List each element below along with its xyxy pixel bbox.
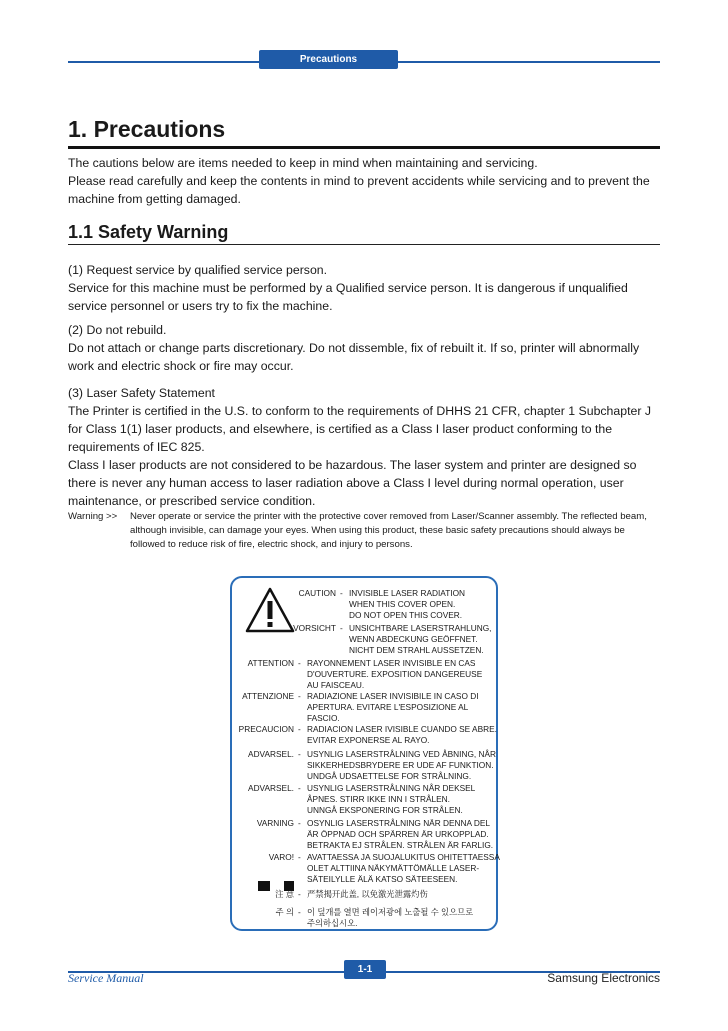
label-entry-line: RADIACION LASER IVISIBLE CUANDO SE ABRE.	[307, 724, 497, 734]
warning-text: Never operate or service the printer with the protective cover removed from Laser/Scanner assembly. The reflected beam, although invisible, can damage your eyes. When using this product, these basic safety precautions should always be followed to reduce risk of fire, electric shock, and injury to persons.	[130, 511, 647, 550]
label-entry	[298, 588, 466, 621]
chinese-symbol-icon	[257, 880, 271, 892]
label-entry-key: ADVARSEL.	[248, 749, 294, 759]
label-entry-line: WENN ABDECKUNG GEÖFFNET.	[349, 634, 478, 644]
label-entry-key: CAUTION	[298, 588, 336, 598]
footer-company: Samsung Electronics	[547, 971, 660, 985]
section-title: (3) Laser Safety Statement	[68, 386, 215, 400]
intro-line: Please read carefully and keep the contents in mind to prevent accidents while servicing and to prevent the machine from getting damaged.	[68, 174, 650, 206]
label-entry-dash: -	[298, 907, 301, 917]
label-entry-line: 주의하십시오.	[307, 918, 358, 928]
section-body: Class I laser products are not considered to be hazardous. The laser system and printer are designed so there is never any human access to laser radiation above a Class I level during normal operation, user maintenance, or prescribed service condition.	[68, 458, 637, 508]
label-entry-line: UNNGÅ EKSPONERING FOR STRÅLEN.	[307, 805, 463, 815]
section-heading: 1.1 Safety Warning	[68, 222, 229, 242]
label-entry-line: RADIAZIONE LASER INVISIBILE IN CASO DI	[307, 691, 479, 701]
warning-label: Warning >>	[68, 511, 118, 522]
label-entry-line: BETRAKTA EJ STRÅLEN. STRÅLEN ÄR FARLIG.	[307, 840, 494, 850]
label-entry-line: USYNLIG LASERSTRÅLNING VED ÅBNING, NÅR	[307, 749, 497, 759]
label-entry-key: 주 의	[275, 907, 294, 917]
label-entry-key: ATTENTION	[247, 658, 294, 668]
label-entry-line: 이 덮개를 열면 레이저광에 노출될 수 있으므로	[307, 907, 474, 917]
page-number: 1-1	[344, 960, 386, 979]
label-entry-line: APERTURA. EVITARE L'ESPOSIZIONE AL	[307, 702, 469, 712]
label-entry-dash: -	[298, 691, 301, 701]
section-3	[68, 384, 662, 510]
label-entry-line: UNSICHTBARE LASERSTRAHLUNG,	[349, 623, 492, 633]
label-entry-line: ÄR ÖPPNAD OCH SPÄRREN ÄR URKOPPLAD.	[307, 829, 489, 839]
label-entry	[248, 749, 497, 782]
label-entry-line: SÄTEILYLLE ÄLÄ KATSO SÄTEESEEN.	[307, 874, 458, 884]
label-entry-dash: -	[298, 852, 301, 862]
label-entry-dash: -	[298, 889, 301, 899]
footer-manual-title: Service Manual	[68, 971, 144, 985]
warning-triangle-icon	[244, 586, 296, 634]
label-entry-key: PRECAUCION	[238, 724, 294, 734]
title-rule	[68, 146, 660, 149]
label-entry	[238, 724, 497, 746]
label-entry-line: D'OUVERTURE. EXPOSITION DANGEREUSE	[307, 669, 483, 679]
label-entry-line: INVISIBLE LASER RADIATION	[349, 588, 466, 598]
label-entry-dash: -	[298, 724, 301, 734]
label-entry-key: VARNING	[256, 818, 294, 828]
label-entry-key: ATTENZIONE	[242, 691, 294, 701]
label-entry-line: DO NOT OPEN THIS COVER.	[349, 610, 463, 620]
label-entry-line: OSYNLIG LASERSTRÅLNING NÄR DENNA DEL	[307, 818, 491, 828]
laser-caution-label	[230, 576, 498, 931]
section-2	[68, 321, 662, 375]
label-entry-line: EVITAR EXPONERSE AL RAYO.	[307, 735, 430, 745]
label-entry-dash: -	[340, 623, 343, 633]
label-entry-line: OLET ALTTIINA NÄKYMÄTTÖMÄLLE LASER-	[307, 863, 480, 873]
label-entry	[242, 691, 479, 724]
warning-note	[68, 510, 662, 552]
label-entry-key: VARO!	[268, 852, 294, 862]
label-entry-line: WHEN THIS COVER OPEN.	[349, 599, 456, 609]
label-entry-line: USYNLIG LASERSTRÅLNING NÅR DEKSEL	[307, 783, 476, 793]
section-body: Do not attach or change parts discretionary. Do not dissemble, fix of rebuilt it. If so, printer will abnormally work and electric shock or fire may occur.	[68, 341, 640, 373]
section-title: (1) Request service by qualified service person.	[68, 263, 328, 277]
label-entry-dash: -	[340, 588, 343, 598]
label-entry-line: NICHT DEM STRAHL AUSSETZEN.	[349, 645, 484, 655]
label-entry-dash: -	[298, 818, 301, 828]
label-entry	[275, 907, 474, 929]
label-entry-key: VORSICHT	[293, 623, 336, 633]
label-entry-line: AU FAISCEAU.	[307, 680, 365, 690]
label-entry-line: FASCIO.	[307, 713, 340, 723]
label-entry	[275, 889, 428, 900]
label-entry	[247, 658, 483, 691]
label-entry-line: AVATTAESSA JA SUOJALUKITUS OHITETTAESSA	[307, 852, 500, 862]
label-entry-line: SIKKERHEDSBRYDERE ER UDE AF FUNKTION.	[307, 760, 494, 770]
label-entry-line: 严禁揭开此盖, 以免激光泄露灼伤	[307, 889, 428, 899]
section-rule	[68, 244, 660, 245]
label-entry-key: 注 意	[275, 889, 294, 899]
section-title: (2) Do not rebuild.	[68, 323, 167, 337]
label-entry-key: ADVARSEL.	[248, 783, 294, 793]
label-entry-dash: -	[298, 783, 301, 793]
intro-text	[68, 154, 660, 208]
section-1	[68, 261, 662, 315]
label-entry	[256, 818, 494, 851]
section-body: Service for this machine must be performed by a Qualified service person. It is dangerous if unqualified service personnel or users try to fix the machine.	[68, 281, 628, 313]
label-entry-line: RAYONNEMENT LASER INVISIBLE EN CAS	[307, 658, 476, 668]
label-entry	[268, 852, 500, 885]
header-tab: Precautions	[259, 50, 398, 69]
label-entry	[293, 623, 492, 656]
label-entry-dash: -	[298, 749, 301, 759]
section-body: The Printer is certified in the U.S. to conform to the requirements of DHHS 21 CFR, chapter 1 Subchapter J for Class 1(1) laser products, and elsewhere, is certified as a Class I laser product conforming to the requirements of IEC 825.	[68, 404, 651, 454]
label-entry	[248, 783, 476, 816]
label-entry-dash: -	[298, 658, 301, 668]
page-title: 1. Precautions	[68, 116, 226, 142]
label-entry-line: UNDGÅ UDSAETTELSE FOR STRÅLNING.	[307, 771, 472, 781]
label-entry-line: ÅPNES. STIRR IKKE INN I STRÅLEN.	[307, 794, 450, 804]
intro-line: The cautions below are items needed to keep in mind when maintaining and servicing.	[68, 156, 538, 170]
